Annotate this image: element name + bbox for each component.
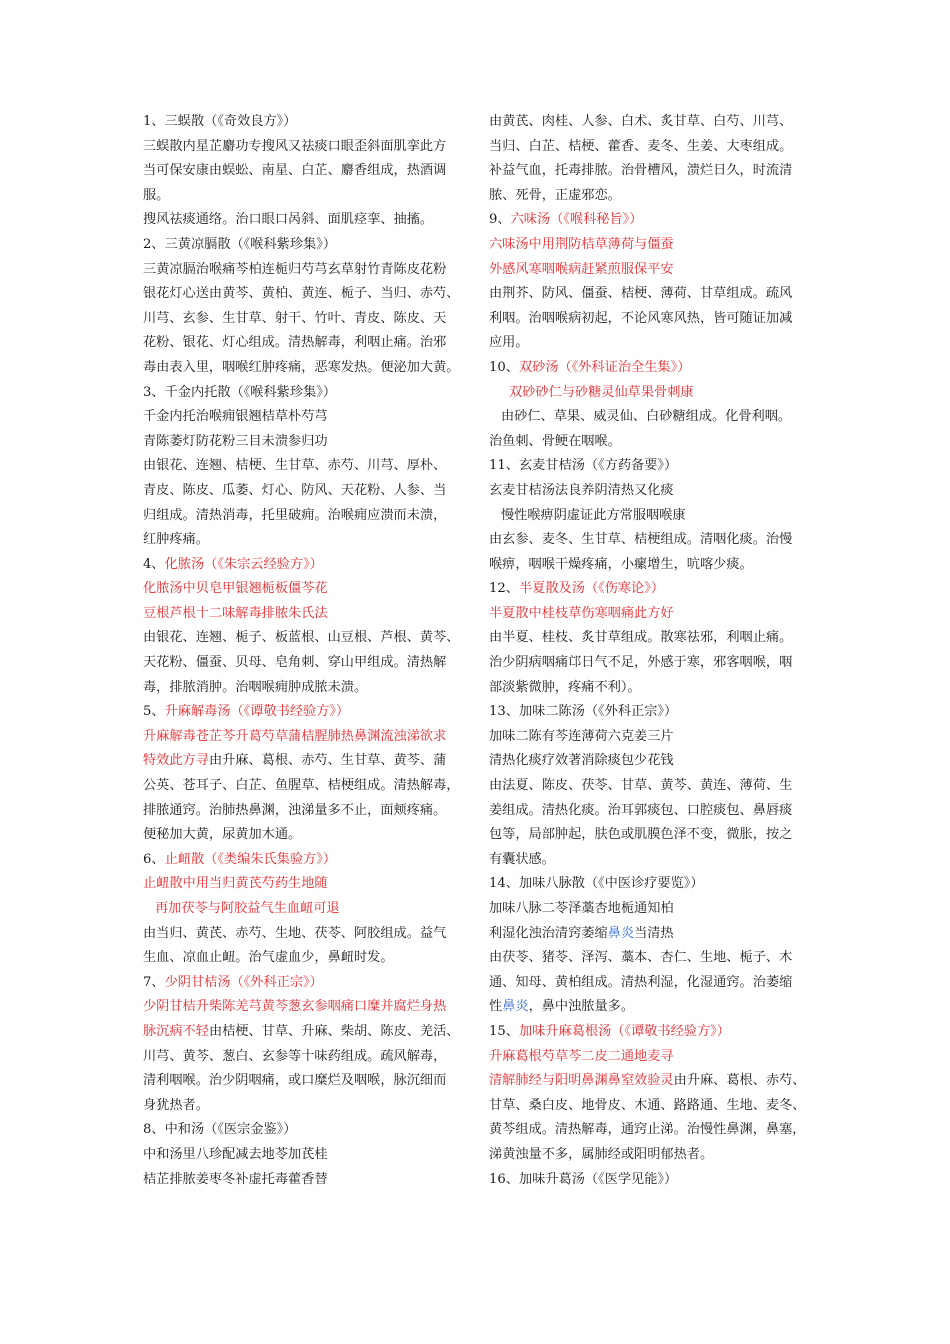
line-text: 由砂仁、草果、威灵仙、白砂糖组成。化骨利咽。 [501, 409, 792, 425]
text-line [489, 971, 829, 996]
text-line [489, 577, 829, 602]
line-text: 由银花、连翘、桔梗、生甘草、赤芍、川芎、厚朴、 [143, 458, 447, 474]
line-text: 清热化痰疗效著消除痰包少花钱 [489, 753, 674, 769]
text-line [143, 331, 483, 356]
text-line [143, 430, 483, 455]
text-line [489, 922, 829, 947]
text-line [489, 331, 829, 356]
line-text: 三黄凉膈治喉痛芩柏连栀归芍芎玄草射竹青陈皮花粉 [143, 261, 447, 277]
line-text: 喉痹，咽喉干燥疼痛，小瘰增生，吭喀少痰。 [489, 556, 753, 572]
highlight-text: 止衄散中用当归黄芪芍药生地随 [143, 876, 328, 892]
line-text: 应用。 [489, 335, 529, 351]
line-text: 由荆芥、防风、僵蚕、桔梗、薄荷、甘草组成。疏风 [489, 286, 793, 302]
text-line [489, 725, 829, 750]
line-number: 5、 [143, 704, 165, 720]
text-line [143, 799, 483, 824]
line-number: 10、 [489, 359, 519, 375]
line-text: 川芎、黄芩、葱白、玄参等十味药组成。疏风解毒， [143, 1048, 447, 1064]
line-text: 银花灯心送由黄芩、黄柏、黄连、栀子、当归、赤芍、 [143, 286, 460, 302]
line-text: 1、三蜈散（《奇效良方》） [143, 114, 297, 129]
highlight-text: 加味升麻葛根汤（《谭敬书经验方》） [518, 1023, 730, 1039]
text-line [143, 749, 483, 774]
text-line [489, 356, 829, 381]
line-text: 有囊状感。 [489, 851, 555, 867]
line-text: 8、中和汤（《医宗金鉴》） [143, 1122, 297, 1138]
line-text: 天花粉、僵蚕、贝母、皂角刺、穿山甲组成。清热解 [143, 655, 447, 671]
highlight-text: 化脓汤（《朱宗云经验方》） [164, 556, 323, 572]
text-line [489, 208, 829, 233]
line-text: 包等，局部肿起，肤色或肌膜色泽不变，微胀，按之 [489, 827, 793, 843]
text-line [489, 946, 829, 971]
text-line [489, 651, 829, 676]
text-line [143, 110, 483, 135]
text-line [489, 1094, 829, 1119]
line-text: 治鱼刺、骨鲠在咽喉。 [489, 433, 621, 449]
highlight-text: 少阴甘桔汤（《外科正宗》） [164, 974, 323, 990]
text-line [143, 553, 483, 578]
text-line [489, 233, 829, 258]
line-text: 千金内托治喉痈银翘桔草朴芍芎 [143, 409, 328, 425]
text-line [489, 405, 829, 430]
text-line [489, 872, 829, 897]
line-text: 毒，排脓消肿。治咽喉痈肿成脓未溃。 [143, 679, 368, 695]
line-text: 由茯苓、猪苓、泽泻、藁本、杏仁、生地、栀子、木 [489, 950, 793, 966]
line-text: 身犹热者。 [143, 1097, 209, 1113]
line-text: 搜风祛痰通络。治口眼口呙斜、面肌痉挛、抽搐。 [143, 212, 434, 228]
text-line [143, 1168, 483, 1193]
text-line [143, 454, 483, 479]
line-text: 部淡紫微肿，疼痛不利）。 [489, 679, 641, 695]
line-text: 由升麻、葛根、赤芍、 [673, 1073, 806, 1089]
highlight-text: 升麻葛根芍草芩二皮二通地麦寻 [489, 1048, 674, 1064]
highlight-text: 升麻解毒苍芷芩升葛芍草蒲桔腥肺热鼻渊流浊涕欲求 [143, 728, 447, 744]
highlight-text: 双砂汤（《外科证治全生集》） [518, 359, 691, 375]
text-line [143, 725, 483, 750]
line-text: 三蜈散内星芷麝功专搜风又祛痰口眼歪斜面肌挛此方 [143, 138, 447, 154]
text-line [143, 528, 483, 553]
line-text: 16、加味升葛汤（《医学见能》） [489, 1171, 678, 1187]
text-line [489, 1069, 829, 1094]
line-text: 加味八脉二苓泽藁杏地栀通知柏 [489, 901, 674, 916]
highlight-text: 少阴甘桔升柴陈羌芎黄芩葱玄参咽痛口糜并腐烂身热 [143, 999, 447, 1015]
line-text: 红肿疼痛。 [143, 532, 209, 548]
text-line [489, 1143, 829, 1168]
text-line [143, 282, 483, 307]
text-line [489, 1118, 829, 1143]
text-line [489, 504, 829, 529]
line-number: 12、 [489, 581, 519, 597]
line-text: 青皮、陈皮、瓜萎、灯心、防风、天花粉、人参、当 [143, 482, 447, 498]
text-line [489, 381, 829, 406]
text-line [143, 258, 483, 283]
text-line [143, 676, 483, 701]
text-line [489, 479, 829, 504]
text-line [143, 995, 483, 1020]
line-text: 加味二陈有芩连薄荷六克姜三片 [489, 728, 674, 744]
text-line [143, 848, 483, 873]
text-line [489, 454, 829, 479]
right-column [489, 110, 829, 1192]
line-text: 由玄参、麦冬、生甘草、桔梗组成。清咽化痰。治慢 [489, 532, 793, 548]
text-line [489, 1168, 829, 1193]
highlight-text: 六味汤中用荆防桔草薄荷与僵蚕 [489, 236, 674, 252]
text-line [143, 184, 483, 209]
line-text: 甘草、桑白皮、地骨皮、木通、路路通、生地、麦冬、 [489, 1097, 806, 1113]
text-line [489, 258, 829, 283]
line-text: 由银花、连翘、栀子、板蓝根、山豆根、芦根、黄芩、 [143, 630, 460, 646]
line-text: 川芎、玄参、生甘草、射干、竹叶、青皮、陈皮、天 [143, 310, 447, 326]
text-line [489, 553, 829, 578]
line-text: 14、加味八脉散（《中医诊疗要览》） [489, 876, 704, 892]
line-text: 由半夏、桂枝、炙甘草组成。散寒祛邪，利咽止痛。 [489, 630, 793, 646]
text-line [143, 381, 483, 406]
text-line [489, 1020, 829, 1045]
text-line [489, 110, 829, 135]
highlight-text: 化脓汤中贝皂甲银翘栀板僵芩花 [143, 581, 328, 597]
text-line [489, 159, 829, 184]
line-text: 慢性喉痹阴虚证此方常服咽喉康 [501, 507, 686, 523]
highlight-text: 外感风寒咽喉病赶紧煎服保平安 [489, 261, 674, 277]
text-line [143, 1020, 483, 1045]
text-line [143, 208, 483, 233]
highlight-text: 升麻解毒汤（《谭敬书经验方》） [164, 704, 350, 720]
line-text: 由当归、黄芪、赤芍、生地、茯苓、阿胶组成。益气 [143, 925, 447, 941]
line-text: 当归、白芷、桔梗、藿香、麦冬、生姜、大枣组成。 [489, 138, 793, 154]
text-line [143, 504, 483, 529]
line-text: 13、加味二陈汤（《外科正宗》） [489, 704, 678, 720]
line-text: 涕黄浊量不多，属肺经或阳明郁热者。 [489, 1146, 714, 1162]
line-text: 桔芷排脓姜枣冬补虚托毒藿香替 [143, 1171, 328, 1187]
highlight-text: 脉沉病不轻 [143, 1023, 209, 1039]
line-text: 由桔梗、甘草、升麻、柴胡、陈皮、羌活、 [208, 1023, 460, 1039]
text-line [143, 1143, 483, 1168]
text-line [143, 946, 483, 971]
text-line [143, 1118, 483, 1143]
text-line [143, 405, 483, 430]
text-line [143, 1045, 483, 1070]
line-text: 2、三黄凉膈散（《喉科紫珍集》） [143, 236, 337, 252]
text-line [489, 135, 829, 160]
line-text: 服。 [143, 187, 170, 203]
line-text: 清利咽喉。治少阴咽痛，或口糜烂及咽喉，脉沉细而 [143, 1073, 447, 1089]
link-text: 鼻炎 [607, 925, 635, 941]
line-text: 黄芩组成。清热解毒，通窍止涕。治慢性鼻渊，鼻塞， [489, 1122, 806, 1138]
text-line [143, 651, 483, 676]
text-line [143, 233, 483, 258]
line-text: 当清热 [634, 925, 674, 941]
text-line [489, 897, 829, 922]
highlight-text: 止衄散（《类编朱氏集验方》） [164, 851, 337, 867]
highlight-text: 清解肺经与阳明鼻渊鼻窒效验灵 [489, 1073, 674, 1089]
text-line [143, 922, 483, 947]
line-text: 由黄芪、肉桂、人参、白术、炙甘草、白芍、川芎、 [489, 114, 793, 129]
line-text: 由法夏、陈皮、茯苓、甘草、黄芩、黄连、薄荷、生 [489, 778, 793, 794]
text-line [143, 774, 483, 799]
line-number: 4、 [143, 556, 165, 572]
line-text: 花粉、银花、灯心组成。清热解毒，利咽止痛。治邪 [143, 335, 447, 351]
line-text: 排脓通窍。治肺热鼻渊，浊涕量多不止，面颊疼痛。 [143, 802, 447, 818]
highlight-text: 豆根芦根十二味解毒排脓朱氏法 [143, 605, 328, 621]
text-line [143, 700, 483, 725]
line-text: 姜组成。清热化痰。治耳郭痰包、口腔痰包、鼻唇痰 [489, 802, 793, 818]
line-number: 7、 [143, 974, 165, 990]
text-line [143, 159, 483, 184]
text-line [489, 848, 829, 873]
line-text: 毒由表入里，咽喉红肿疼痛，恶寒发热。便泌加大黄。 [143, 359, 460, 375]
text-line [489, 799, 829, 824]
line-text: 便秘加大黄，尿黄加木通。 [143, 827, 302, 843]
line-text: 玄麦甘桔汤法良养阴清热又化痰 [489, 482, 674, 498]
text-line [489, 774, 829, 799]
line-number: 15、 [489, 1023, 519, 1039]
line-text: 性 [489, 999, 503, 1015]
text-line [489, 749, 829, 774]
text-line [143, 356, 483, 381]
text-line [143, 823, 483, 848]
text-line [489, 184, 829, 209]
text-line [143, 577, 483, 602]
text-line [489, 995, 829, 1020]
line-text: 由升麻、葛根、赤芍、生甘草、黄芩、蒲 [208, 753, 447, 769]
text-line [489, 282, 829, 307]
text-line [143, 626, 483, 651]
highlight-text: 半夏散及汤（《伤寒论》） [518, 581, 665, 597]
link-text: 鼻炎 [502, 999, 529, 1015]
line-number: 9、 [489, 212, 511, 228]
line-text: 脓、死骨，正虚邪恋。 [489, 187, 621, 203]
left-column [143, 110, 483, 1192]
text-line [489, 430, 829, 455]
text-line [489, 700, 829, 725]
highlight-text: 特效此方寻 [143, 753, 209, 769]
line-text: 公英、苍耳子、白芷、鱼腥草、桔梗组成。清热解毒， [143, 778, 460, 794]
line-text: 11、玄麦甘桔汤（《方药备要》） [489, 458, 678, 474]
text-line [489, 823, 829, 848]
highlight-text: 双砂砂仁与砂糖灵仙草果骨刺康 [509, 384, 694, 400]
text-line [143, 602, 483, 627]
line-text: 青陈萎灯防花粉三目未溃参归功 [143, 433, 328, 449]
line-text: 补益气血，托毒排脓。治骨槽风，溃烂日久，时流清 [489, 163, 793, 179]
line-number: 6、 [143, 851, 165, 867]
text-line [489, 307, 829, 332]
text-line [143, 971, 483, 996]
line-text: 中和汤里八珍配减去地苓加芪桂 [143, 1146, 328, 1162]
line-text: 3、千金内托散（《喉科紫珍集》） [143, 384, 337, 400]
highlight-text: 半夏散中桂枝草伤寒咽痛此方好 [489, 605, 674, 621]
line-text: 生血、凉血止衄。治气虚血少，鼻衄时发。 [143, 950, 394, 966]
text-line [489, 528, 829, 553]
text-line [143, 897, 483, 922]
text-line [489, 676, 829, 701]
line-text: 利湿化浊治清窍萎缩 [489, 925, 608, 941]
text-line [489, 602, 829, 627]
text-line [489, 1045, 829, 1070]
line-text: 治少阴病咽痛邙日气不足，外感于寒，邪客咽喉，咽 [489, 655, 793, 671]
text-line [143, 135, 483, 160]
text-line [143, 1069, 483, 1094]
text-line [143, 479, 483, 504]
line-text: 当可保安康由蜈蚣、南星、白芷、麝香组成，热酒调 [143, 163, 447, 179]
text-line [143, 872, 483, 897]
line-text: 利咽。治咽喉病初起，不论风寒风热，皆可随证加减 [489, 310, 793, 326]
highlight-text: 再加茯苓与阿胶益气生血衄可退 [155, 901, 340, 916]
line-text: 归组成。清热消毒，托里破痈。治喉痈应溃而未溃， [143, 507, 447, 523]
text-line [143, 307, 483, 332]
line-text: 通、知母、黄柏组成。清热利湿，化湿通窍。治萎缩 [489, 974, 793, 990]
highlight-text: 六味汤（《喉科秘旨》） [510, 212, 643, 228]
text-line [489, 626, 829, 651]
line-text: ，鼻中浊脓量多。 [528, 999, 635, 1015]
text-line [143, 1094, 483, 1119]
